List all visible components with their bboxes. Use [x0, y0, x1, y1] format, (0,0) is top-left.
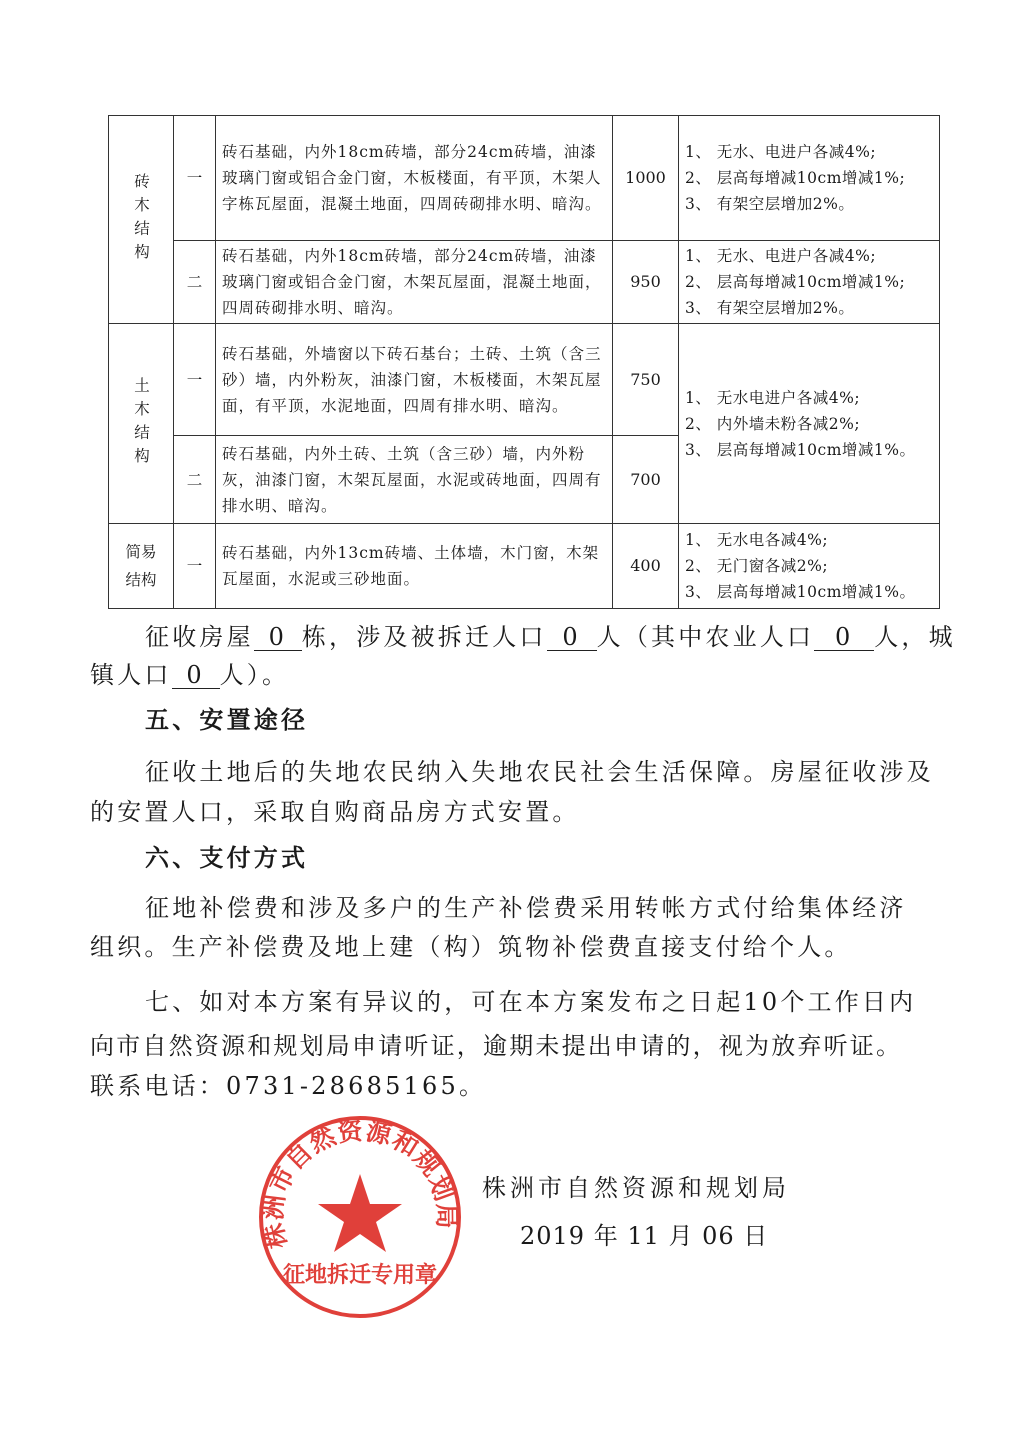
adjustment-item: 1、 无水电各减4%; [685, 531, 829, 549]
table-row [109, 241, 940, 324]
contact-phone: 联系电话：0731-28685165。 [90, 1072, 487, 1100]
section-5-text: 的安置人口，采取自购商品房方式安置。 [90, 798, 580, 826]
adjustment-item: 2、 内外墙未粉各减2%; [685, 414, 861, 433]
text: 人，城 [874, 623, 956, 651]
adjustment-cell [679, 324, 940, 524]
adjustment-item: 2、 无门窗各减2%; [685, 557, 829, 575]
price-cell: 700 [613, 436, 679, 524]
adjustment-item: 3、 层高每增减10cm增减1%。 [685, 440, 916, 459]
text: 征收房屋 [145, 623, 254, 651]
svg-text:征地拆迁专用章: 征地拆迁专用章 [282, 1263, 438, 1288]
adjustment-item: 2、 层高每增减10cm增减1%; [685, 273, 906, 291]
text: 人（其中农业人口 [596, 623, 815, 651]
category-cell: 简易结构 [109, 524, 174, 609]
adjustment-item: 1、 无水、电进户各减4%; [685, 247, 877, 265]
grade-cell: 一 [174, 524, 216, 609]
table-row [109, 524, 940, 609]
adjustment-item: 3、 有架空层增加2%。 [685, 195, 855, 213]
summary-line-2 [90, 655, 935, 690]
description-cell: 砖石基础，内外18cm砖墙，部分24cm砖墙，油漆玻璃门窗或铝合金门窗，木架瓦屋面，混凝土地面，四周砖砌排水明、暗沟。 [216, 241, 613, 324]
adjustment-cell [679, 524, 940, 609]
section-6-heading: 六、支付方式 [145, 843, 309, 872]
house-compensation-table [108, 115, 940, 609]
category-cell: 土木结构 [109, 324, 174, 524]
description-cell: 砖石基础，内外土砖、土筑（含三砂）墙，内外粉灰，油漆门窗，木架瓦屋面，水泥或砖地面，四周有排水明、暗沟。 [216, 436, 613, 524]
adjustment-item: 2、 层高每增减10cm增减1%; [685, 169, 906, 187]
summary-line-1 [90, 617, 990, 652]
description-cell: 砖石基础，内外18cm砖墙，部分24cm砖墙，油漆玻璃门窗或铝合金门窗，木板楼面，有平顶，木架人字栋瓦屋面，混凝土地面，四周砖砌排水明、暗沟。 [216, 116, 613, 241]
signature-date: 2019 年 11 月 06 日 [520, 1222, 769, 1250]
section-5-text: 征收土地后的失地农民纳入失地农民社会生活保障。房屋征收涉及 [145, 758, 934, 786]
adjustment-cell [679, 116, 940, 241]
section-7-text: 向市自然资源和规划局申请听证，逾期未提出申请的，视为放弃听证。 [90, 1032, 903, 1060]
table-row [109, 324, 940, 436]
price-cell: 1000 [613, 116, 679, 241]
price-cell: 950 [613, 241, 679, 324]
svg-text:株洲市自然资源和规划局: 株洲市自然资源和规划局 [258, 1115, 462, 1252]
adjustment-item: 3、 有架空层增加2%。 [685, 299, 855, 317]
text: 人）。 [219, 661, 290, 689]
urban-population-count: 0 [172, 662, 220, 689]
category-cell: 砖木结构 [109, 116, 174, 324]
agricultural-population-count: 0 [814, 624, 874, 651]
section-7-text: 七、如对本方案有异议的，可在本方案发布之日起10个工作日内 [145, 988, 917, 1016]
houses-count: 0 [254, 624, 302, 651]
adjustment-cell [679, 241, 940, 324]
grade-cell: 二 [174, 241, 216, 324]
text: 栋，涉及被拆迁人口 [301, 623, 547, 651]
description-cell: 砖石基础，内外13cm砖墙、土体墙，木门窗，木架瓦屋面，水泥或三砂地面。 [216, 524, 613, 609]
text: 镇人口 [90, 661, 172, 689]
official-seal [255, 1112, 465, 1322]
table-row [109, 116, 940, 241]
grade-cell: 二 [174, 436, 216, 524]
section-6-text: 征地补偿费和涉及多户的生产补偿费采用转帐方式付给集体经济 [145, 894, 907, 922]
section-6-text: 组织。生产补偿费及地上建（构）筑物补偿费直接支付给个人。 [90, 933, 852, 961]
price-cell: 750 [613, 324, 679, 436]
adjustment-item: 1、 无水、电进户各减4%; [685, 143, 877, 161]
description-cell: 砖石基础，外墙窗以下砖石基台；土砖、土筑（含三砂）墙，内外粉灰，油漆门窗，木板楼面，木架瓦屋面，有平顶，水泥地面，四周有排水明、暗沟。 [216, 324, 613, 436]
adjustment-item: 3、 层高每增减10cm增减1%。 [685, 583, 916, 601]
population-count: 0 [547, 624, 597, 651]
grade-cell: 一 [174, 116, 216, 241]
grade-cell: 一 [174, 324, 216, 436]
signature-org: 株洲市自然资源和规划局 [482, 1174, 790, 1202]
star-icon [318, 1174, 402, 1252]
adjustment-item: 1、 无水电进户各减4%; [685, 388, 861, 407]
section-5-heading: 五、安置途径 [145, 705, 309, 734]
price-cell: 400 [613, 524, 679, 609]
